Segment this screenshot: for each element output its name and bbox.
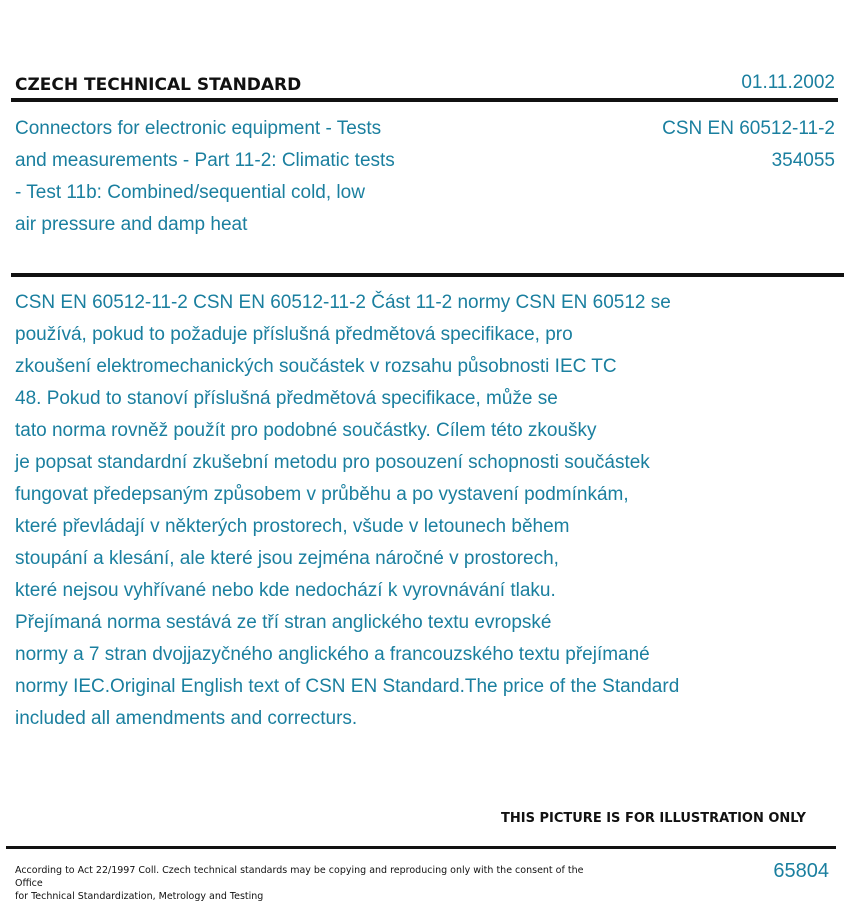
copyright-note-line: for Technical Standardization, Metrology and Testing — [15, 891, 264, 902]
abstract-text: CSN EN 60512-11-2 CSN EN 60512-11-2 Část 11-2 normy CSN EN 60512 se používá, pokud to požaduje příslušná předmětová specifikace, pro zkoušení elektromechanických součástek v rozsahu působnosti IEC TC 48. Pokud to stanoví příslušná předmětová specifikace, může se tato norma rovněž použít pro podobné součástky. Cílem této zkoušky je popsat standardní zkušební metodu pro posouzení schopnosti součástek fungovat předepsaným způsobem v průběhu a po vystavení podmínkám, které převládají v některých prostorech, všude v letounech během stoupání a klesání, ale které jsou zejména náročné v prostorech, které nejsou vyhřívané nebo kde nedochází k vyrovnávání tlaku. Přejímaná norma sestává ze tří stran anglického textu evropské normy a 7 stran dvojjazyčného anglického a francouzského textu přejímané normy IEC.Original English text of CSN EN Standard.The price of the Standard included all amendments and correcturs. — [15, 292, 680, 729]
copyright-note — [15, 864, 595, 903]
issue-date: 01.11.2002 — [741, 72, 835, 93]
document-title-line: and measurements - Part 11-2: Climatic tests — [15, 150, 395, 171]
illustration-disclaimer: THIS PICTURE IS FOR ILLUSTRATION ONLY — [501, 811, 806, 826]
standard-type-heading: CZECH TECHNICAL STANDARD — [15, 75, 302, 95]
document-title-line: air pressure and damp heat — [15, 214, 248, 235]
header-divider — [11, 98, 838, 102]
document-title-line: Connectors for electronic equipment - Tests — [15, 118, 382, 139]
catalog-number: 354055 — [771, 150, 835, 171]
footer-divider — [6, 846, 836, 849]
document-number: 65804 — [773, 860, 829, 882]
document-codes — [662, 113, 835, 177]
document-title — [15, 113, 475, 241]
document-title-line: - Test 11b: Combined/sequential cold, low — [15, 182, 365, 203]
copyright-note-line: According to Act 22/1997 Coll. Czech technical standards may be copying and reproducing only with the consent of the Office — [15, 865, 584, 889]
title-divider — [11, 273, 844, 277]
standard-code: CSN EN 60512-11-2 — [662, 118, 835, 139]
